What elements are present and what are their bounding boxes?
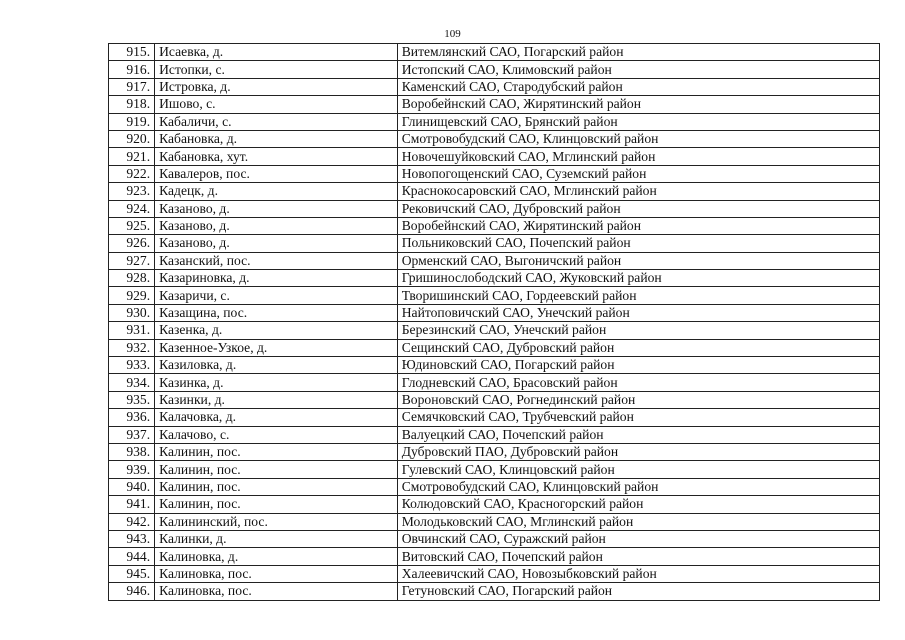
settlement-name-cell: Калинин, пос.	[155, 478, 398, 495]
table-row	[109, 357, 880, 374]
row-number-cell: 943.	[109, 530, 155, 547]
settlements-table-body	[109, 44, 880, 601]
administrative-unit-cell: Рековичский САО, Дубровский район	[397, 200, 879, 217]
row-number-cell: 933.	[109, 357, 155, 374]
row-number-cell: 922.	[109, 165, 155, 182]
table-row	[109, 130, 880, 147]
table-row	[109, 478, 880, 495]
table-row	[109, 217, 880, 234]
administrative-unit-cell: Юдиновский САО, Погарский район	[397, 357, 879, 374]
table-row	[109, 44, 880, 61]
table-row	[109, 391, 880, 408]
administrative-unit-cell: Гришинослободский САО, Жуковский район	[397, 270, 879, 287]
settlement-name-cell: Истровка, д.	[155, 78, 398, 95]
settlement-name-cell: Кабаличи, с.	[155, 113, 398, 130]
administrative-unit-cell: Смотровобудский САО, Клинцовский район	[397, 478, 879, 495]
administrative-unit-cell: Гулевский САО, Клинцовский район	[397, 461, 879, 478]
row-number-cell: 929.	[109, 287, 155, 304]
administrative-unit-cell: Истопский САО, Климовский район	[397, 61, 879, 78]
administrative-unit-cell: Молодьковский САО, Мглинский район	[397, 513, 879, 530]
table-row	[109, 96, 880, 113]
settlement-name-cell: Ишово, с.	[155, 96, 398, 113]
table-row	[109, 583, 880, 600]
table-row	[109, 270, 880, 287]
table-row	[109, 235, 880, 252]
administrative-unit-cell: Новочешуйковский САО, Мглинский район	[397, 148, 879, 165]
row-number-cell: 928.	[109, 270, 155, 287]
table-row	[109, 61, 880, 78]
row-number-cell: 937.	[109, 426, 155, 443]
row-number-cell: 944.	[109, 548, 155, 565]
table-row	[109, 461, 880, 478]
administrative-unit-cell: Новопогощенский САО, Суземский район	[397, 165, 879, 182]
settlement-name-cell: Кабановка, хут.	[155, 148, 398, 165]
table-row	[109, 426, 880, 443]
administrative-unit-cell: Витовский САО, Почепский район	[397, 548, 879, 565]
row-number-cell: 934.	[109, 374, 155, 391]
row-number-cell: 939.	[109, 461, 155, 478]
row-number-cell: 946.	[109, 583, 155, 600]
table-row	[109, 165, 880, 182]
table-row	[109, 530, 880, 547]
row-number-cell: 936.	[109, 409, 155, 426]
administrative-unit-cell: Валуецкий САО, Почепский район	[397, 426, 879, 443]
administrative-unit-cell: Орменский САО, Выгоничский район	[397, 252, 879, 269]
row-number-cell: 924.	[109, 200, 155, 217]
table-row	[109, 374, 880, 391]
row-number-cell: 940.	[109, 478, 155, 495]
settlement-name-cell: Казиловка, д.	[155, 357, 398, 374]
settlement-name-cell: Истопки, с.	[155, 61, 398, 78]
administrative-unit-cell: Сещинский САО, Дубровский район	[397, 339, 879, 356]
settlement-name-cell: Калинин, пос.	[155, 443, 398, 460]
row-number-cell: 932.	[109, 339, 155, 356]
row-number-cell: 935.	[109, 391, 155, 408]
settlement-name-cell: Калиновка, пос.	[155, 565, 398, 582]
table-row	[109, 565, 880, 582]
settlement-name-cell: Калининский, пос.	[155, 513, 398, 530]
table-row	[109, 496, 880, 513]
table-row	[109, 113, 880, 130]
row-number-cell: 945.	[109, 565, 155, 582]
settlement-name-cell: Казаричи, с.	[155, 287, 398, 304]
settlement-name-cell: Калиновка, д.	[155, 548, 398, 565]
row-number-cell: 921.	[109, 148, 155, 165]
settlement-name-cell: Калачовка, д.	[155, 409, 398, 426]
settlement-name-cell: Калинин, пос.	[155, 461, 398, 478]
administrative-unit-cell: Глинищевский САО, Брянский район	[397, 113, 879, 130]
settlements-table	[108, 43, 880, 601]
administrative-unit-cell: Краснокосаровский САО, Мглинский район	[397, 183, 879, 200]
row-number-cell: 927.	[109, 252, 155, 269]
table-row	[109, 339, 880, 356]
settlement-name-cell: Калиновка, пос.	[155, 583, 398, 600]
table-row	[109, 252, 880, 269]
settlement-name-cell: Кадецк, д.	[155, 183, 398, 200]
administrative-unit-cell: Березинский САО, Унечский район	[397, 322, 879, 339]
settlement-name-cell: Казенное-Узкое, д.	[155, 339, 398, 356]
settlement-name-cell: Казенка, д.	[155, 322, 398, 339]
row-number-cell: 919.	[109, 113, 155, 130]
administrative-unit-cell: Вороновский САО, Рогнединский район	[397, 391, 879, 408]
settlement-name-cell: Кабановка, д.	[155, 130, 398, 147]
administrative-unit-cell: Польниковский САО, Почепский район	[397, 235, 879, 252]
settlement-name-cell: Калинин, пос.	[155, 496, 398, 513]
settlement-name-cell: Казаново, д.	[155, 235, 398, 252]
row-number-cell: 926.	[109, 235, 155, 252]
settlement-name-cell: Казащина, пос.	[155, 304, 398, 321]
table-row	[109, 304, 880, 321]
settlement-name-cell: Казинки, д.	[155, 391, 398, 408]
row-number-cell: 916.	[109, 61, 155, 78]
settlement-name-cell: Казариновка, д.	[155, 270, 398, 287]
row-number-cell: 917.	[109, 78, 155, 95]
administrative-unit-cell: Витемлянский САО, Погарский район	[397, 44, 879, 61]
settlement-name-cell: Казинка, д.	[155, 374, 398, 391]
settlement-name-cell: Калачово, с.	[155, 426, 398, 443]
administrative-unit-cell: Каменский САО, Стародубский район	[397, 78, 879, 95]
row-number-cell: 938.	[109, 443, 155, 460]
table-row	[109, 183, 880, 200]
administrative-unit-cell: Воробейнский САО, Жирятинский район	[397, 217, 879, 234]
row-number-cell: 942.	[109, 513, 155, 530]
administrative-unit-cell: Найтоповичский САО, Унечский район	[397, 304, 879, 321]
settlement-name-cell: Калинки, д.	[155, 530, 398, 547]
settlement-name-cell: Казанский, пос.	[155, 252, 398, 269]
settlement-name-cell: Казаново, д.	[155, 200, 398, 217]
row-number-cell: 918.	[109, 96, 155, 113]
settlement-name-cell: Казаново, д.	[155, 217, 398, 234]
table-row	[109, 322, 880, 339]
administrative-unit-cell: Овчинский САО, Суражский район	[397, 530, 879, 547]
page-number: 109	[444, 28, 461, 40]
administrative-unit-cell: Глодневский САО, Брасовский район	[397, 374, 879, 391]
settlement-name-cell: Исаевка, д.	[155, 44, 398, 61]
table-row	[109, 548, 880, 565]
row-number-cell: 915.	[109, 44, 155, 61]
row-number-cell: 920.	[109, 130, 155, 147]
settlement-name-cell: Кавалеров, пос.	[155, 165, 398, 182]
administrative-unit-cell: Смотровобудский САО, Клинцовский район	[397, 130, 879, 147]
administrative-unit-cell: Халеевичский САО, Новозыбковский район	[397, 565, 879, 582]
table-row	[109, 513, 880, 530]
row-number-cell: 941.	[109, 496, 155, 513]
administrative-unit-cell: Воробейнский САО, Жирятинский район	[397, 96, 879, 113]
table-row	[109, 200, 880, 217]
administrative-unit-cell: Колюдовский САО, Красногорский район	[397, 496, 879, 513]
row-number-cell: 930.	[109, 304, 155, 321]
row-number-cell: 925.	[109, 217, 155, 234]
row-number-cell: 931.	[109, 322, 155, 339]
administrative-unit-cell: Семячковский САО, Трубчевский район	[397, 409, 879, 426]
table-row	[109, 443, 880, 460]
administrative-unit-cell: Дубровский ПАО, Дубровский район	[397, 443, 879, 460]
table-row	[109, 148, 880, 165]
administrative-unit-cell: Гетуновский САО, Погарский район	[397, 583, 879, 600]
table-row	[109, 78, 880, 95]
table-row	[109, 287, 880, 304]
row-number-cell: 923.	[109, 183, 155, 200]
table-row	[109, 409, 880, 426]
administrative-unit-cell: Творишинский САО, Гордеевский район	[397, 287, 879, 304]
